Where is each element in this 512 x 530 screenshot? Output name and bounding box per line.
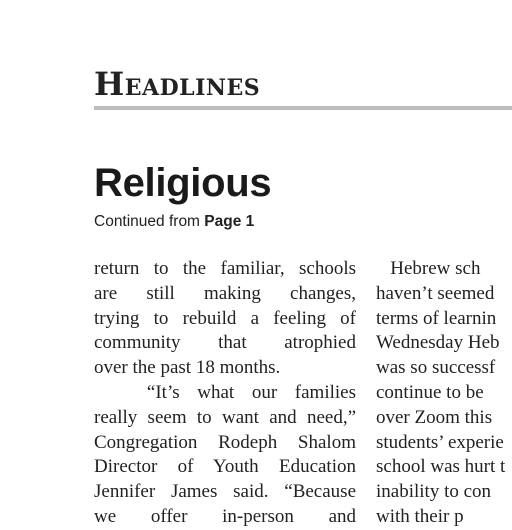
- column-2-line: continue to be: [376, 381, 484, 403]
- column-2-line: Hebrew sch: [376, 258, 481, 279]
- column-2-line: Wednesday Heb: [376, 332, 500, 354]
- column-1-line: are still making changes,: [94, 282, 356, 304]
- column-2-line: school was hurt t: [376, 456, 506, 478]
- column-2-line: inability to con: [376, 481, 492, 503]
- column-1-line: Jennifer James said. “Because: [94, 481, 356, 503]
- column-1-line: “It’s what our families: [94, 381, 356, 403]
- section-heading: Headlines: [94, 65, 261, 103]
- article-column-1: [94, 257, 356, 530]
- column-2-line: students’ experie: [376, 431, 504, 453]
- continued-prefix: Continued from: [94, 213, 205, 230]
- article-column-2: [376, 257, 512, 530]
- column-2-line: with their p: [376, 505, 464, 527]
- column-1-line: over the past 18 months.: [94, 357, 281, 379]
- column-1-line: we offer in-person and: [94, 505, 356, 527]
- column-1-line: Director of Youth Education: [94, 456, 356, 478]
- section-rule: [94, 106, 512, 110]
- column-2-line: was so successf: [376, 357, 496, 379]
- continued-from-line: [94, 211, 254, 233]
- column-1-line: trying to rebuild a feeling of: [94, 307, 356, 329]
- column-2-line: over Zoom this: [376, 406, 493, 428]
- article-headline: Religious: [94, 161, 272, 205]
- column-2-line: haven’t seemed: [376, 282, 495, 304]
- column-1-line: community that atrophied: [94, 332, 356, 354]
- continued-page-ref: Page 1: [204, 213, 255, 230]
- column-1-line: Congregation Rodeph Shalom: [94, 431, 356, 453]
- column-2-line: terms of learnin: [376, 307, 497, 329]
- column-1-line: return to the familiar, schools: [94, 258, 356, 279]
- column-1-line: really seem to want and need,”: [94, 406, 356, 428]
